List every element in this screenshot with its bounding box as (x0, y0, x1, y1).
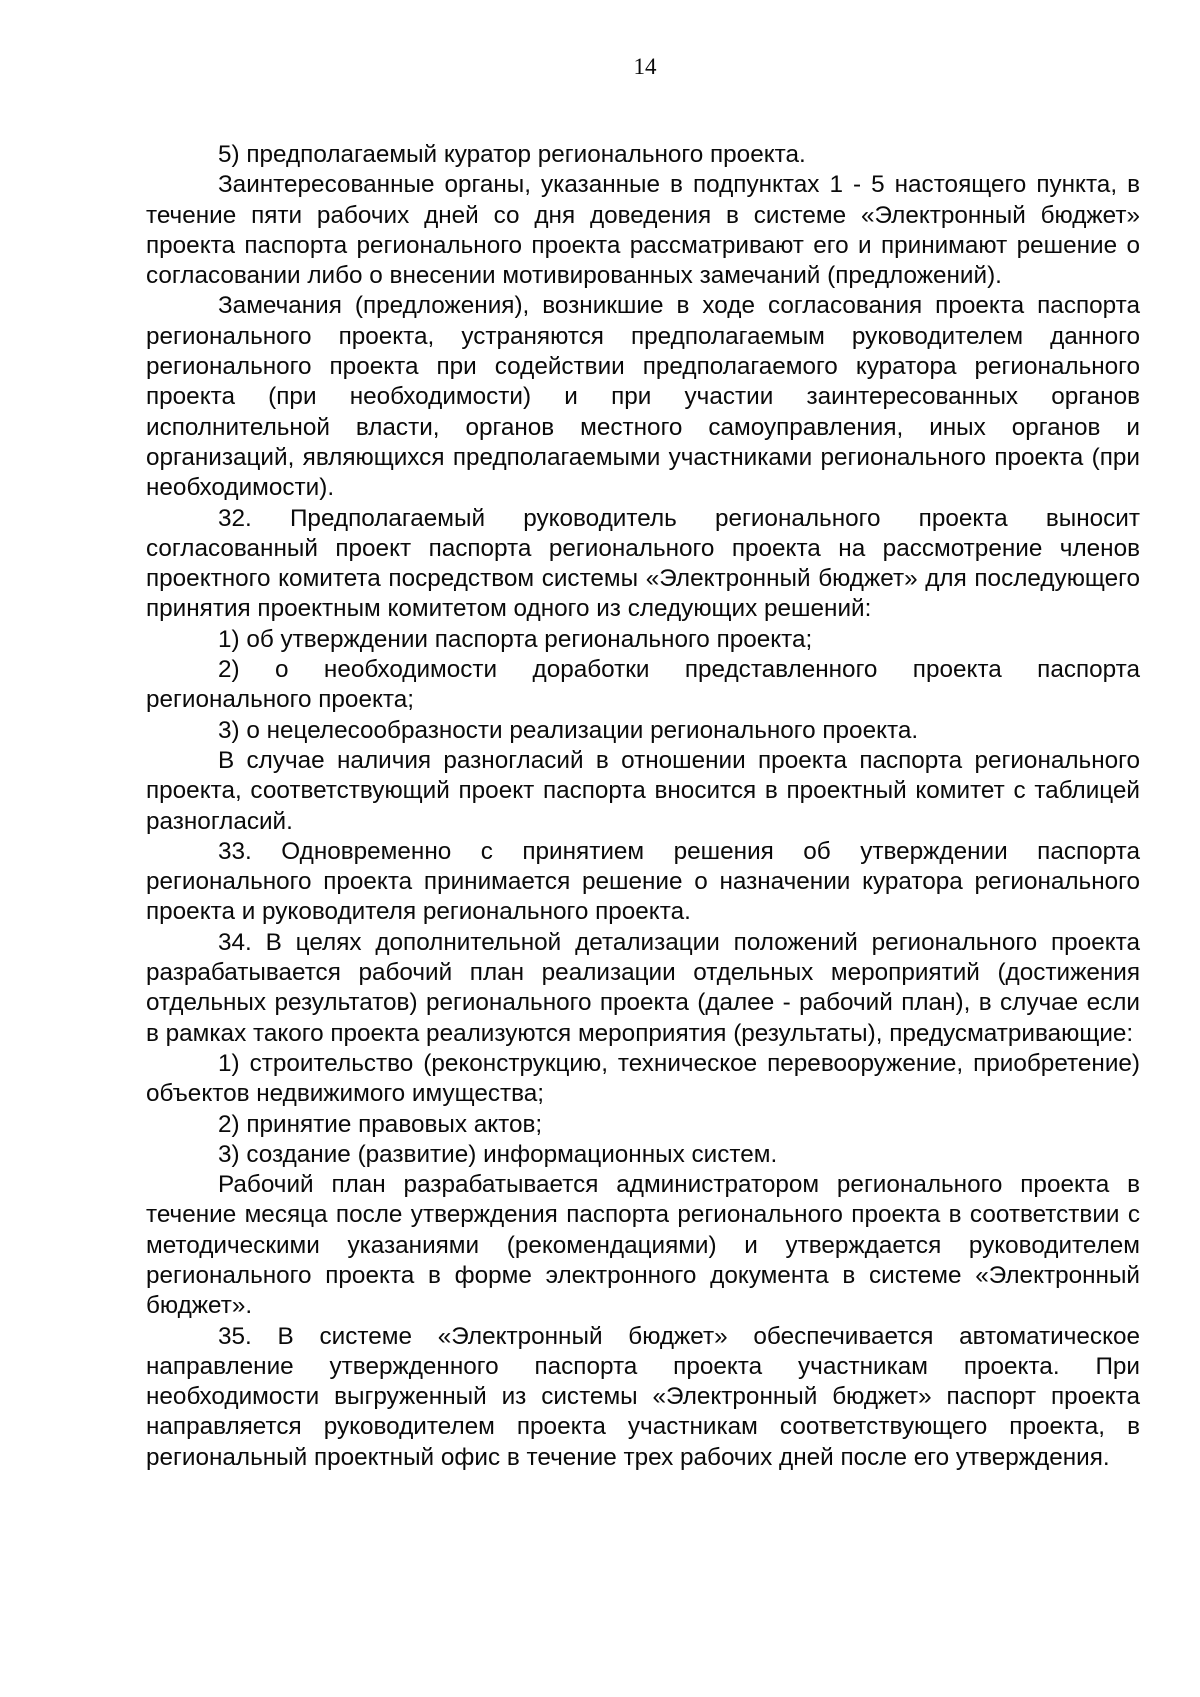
paragraph: 1) строительство (реконструкцию, техническое перевооружение, приобретение) объектов недвижимого имущества; (146, 1049, 1140, 1108)
paragraph: 35. В системе «Электронный бюджет» обеспечивается автоматическое направление утвержденного паспорта проекта участникам проекта. При необходимости выгруженный из системы «Электронный бюджет» паспорт проекта направляется руководителем проекта участникам соответствующего проекта, в региональный проектный офис в течение трех рабочих дней после его утверждения. (146, 1322, 1140, 1471)
paragraph: В случае наличия разногласий в отношении проекта паспорта регионального проекта, соответствующий проект паспорта вносится в проектный комитет с таблицей разногласий. (146, 746, 1140, 835)
paragraph: Замечания (предложения), возникшие в ходе согласования проекта паспорта регионального проекта, устраняются предполагаемым руководителем данного регионального проекта при содействии предполагаемого куратора регионального проекта (при необходимости) и при участии заинтересованных органов исполнительной власти, органов местного самоуправления, иных органов и организаций, являющихся предполагаемыми участниками регионального проекта (при необходимости). (146, 292, 1140, 502)
paragraph: 33. Одновременно с принятием решения об утверждении паспорта регионального проекта принимается решение о назначении куратора регионального проекта и руководителя регионального проекта. (146, 837, 1140, 926)
paragraph: 34. В целях дополнительной детализации положений регионального проекта разрабатывается рабочий план реализации отдельных мероприятий (достижения отдельных результатов) регионального проекта (далее - рабочий план), в случае если в рамках такого проекта реализуются мероприятия (результаты), предусматривающие: (146, 928, 1140, 1047)
paragraph: 2) о необходимости доработки представленного проекта паспорта регионального проекта; (146, 656, 1140, 714)
paragraph: 1) об утверждении паспорта регионального проекта; (218, 625, 813, 653)
paragraph: Заинтересованные органы, указанные в подпунктах 1 - 5 настоящего пункта, в течение пяти рабочих дней со дня доведения в системе «Электронный бюджет» проекта паспорта регионального проекта рассматривают его и принимают решение о согласовании либо о внесении мотивированных замечаний (предложений). (146, 171, 1140, 290)
paragraph: 3) создание (развитие) информационных систем. (218, 1140, 778, 1168)
document-body (146, 140, 1140, 1473)
paragraph: 32. Предполагаемый руководитель регионального проекта выносит согласованный проект паспорта регионального проекта на рассмотрение членов проектного комитета посредством системы «Электронный бюджет» для последующего принятия проектным комитетом одного из следующих решений: (146, 504, 1140, 623)
paragraph: Рабочий план разрабатывается администратором регионального проекта в течение месяца после утверждения паспорта регионального проекта в соответствии с методическими указаниями (рекомендациями) и утверждается руководителем регионального проекта в форме электронного документа в системе «Электронный бюджет». (146, 1171, 1140, 1320)
paragraph: 5) предполагаемый куратор регионального проекта. (218, 141, 806, 168)
page-number: 14 (633, 54, 657, 79)
paragraph: 2) принятие правовых актов; (218, 1110, 543, 1138)
paragraph: 3) о нецелесообразности реализации регионального проекта. (218, 716, 919, 744)
